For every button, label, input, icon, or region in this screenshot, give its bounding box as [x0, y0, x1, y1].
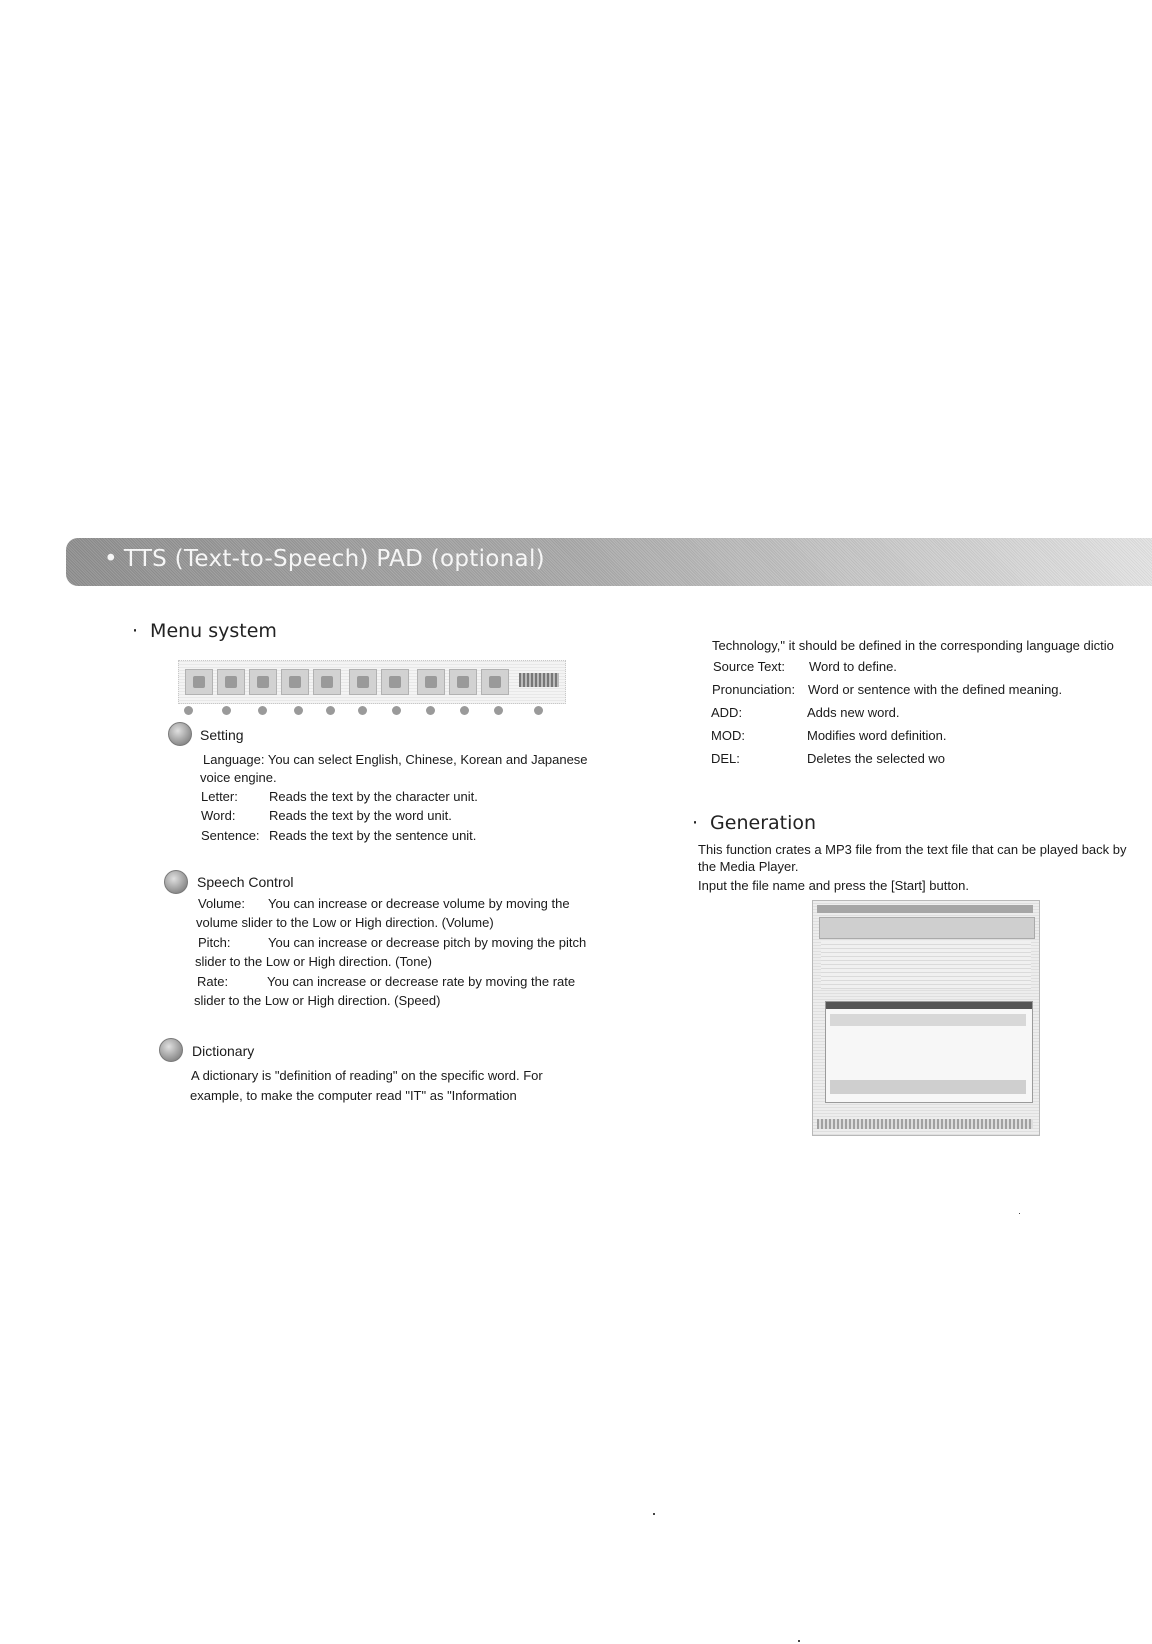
toolbar-button-icon: [481, 669, 509, 695]
volume-text: You can increase or decrease volume by moving the: [268, 896, 570, 911]
pronunciation-text: Word or sentence with the defined meaning.: [808, 682, 1063, 697]
add-text: Adds new word.: [807, 705, 900, 720]
toolbar-screenshot: [178, 660, 566, 704]
source-text: Word to define.: [809, 659, 897, 674]
scan-speck: [798, 1640, 800, 1642]
sentence-label: Sentence:: [201, 828, 260, 843]
pitch-continued: slider to the Low or High direction. (Tone): [195, 954, 433, 969]
scan-speck: [1019, 1213, 1020, 1214]
window-statusbar: [817, 1119, 1033, 1129]
generation-line-3: Input the file name and press the [Start] button.: [698, 878, 970, 893]
generation-line-2: the Media Player.: [698, 859, 799, 874]
section-banner: [66, 538, 1152, 586]
window-text-area: [821, 941, 1031, 989]
callout-dot-icon: [358, 706, 367, 715]
word-text: Reads the text by the word unit.: [269, 808, 452, 823]
dict-source-text: [713, 657, 897, 676]
generation-line-1: This function crates a MP3 file from the text file that can be played back by: [698, 842, 1127, 857]
callout-dot-icon: [460, 706, 469, 715]
setting-word: [201, 806, 452, 825]
menu-system-heading: [132, 620, 277, 642]
letter-label: Letter:: [201, 789, 238, 804]
banner-title-text: TTS (Text-to-Speech) PAD (optional): [123, 546, 545, 572]
dictionary-line-1: A dictionary is "definition of reading" on the specific word. For: [191, 1068, 543, 1083]
dialog-filename-row: [830, 1014, 1026, 1026]
volume-continued: volume slider to the Low or High direction. (Volume): [196, 915, 494, 930]
del-text: Deletes the selected wo: [807, 751, 946, 766]
callout-dot-icon: [184, 706, 193, 715]
toolbar-button-icon: [381, 669, 409, 695]
setting-language: [203, 750, 588, 769]
generation-heading: [692, 812, 816, 834]
dictionary-line-2: example, to make the computer read "IT" as "Information: [190, 1088, 517, 1103]
pitch-label: Pitch:: [198, 935, 231, 950]
dialog-buttons-row: [830, 1080, 1026, 1094]
scan-speck: [653, 1513, 655, 1515]
speech-volume: [198, 894, 570, 913]
generation-dialog: [825, 1001, 1033, 1103]
rate-label: Rate:: [197, 974, 229, 989]
generation-bullet: ·: [692, 812, 699, 834]
toolbar-button-icon: [313, 669, 341, 695]
dict-mod: [711, 726, 946, 745]
dict-del: [711, 749, 945, 768]
generation-screenshot: [812, 900, 1040, 1136]
dialog-titlebar: [826, 1002, 1032, 1009]
dictionary-continuation: Technology," it should be defined in the corresponding language dictio: [712, 638, 1114, 653]
callout-dot-icon: [258, 706, 267, 715]
rate-text: You can increase or decrease rate by moving the rate: [267, 974, 576, 989]
language-continued: voice engine.: [200, 770, 277, 785]
marker-b-icon: [164, 870, 188, 894]
pronunciation-label: Pronunciation:: [712, 682, 796, 697]
marker-c-icon: [159, 1038, 183, 1062]
mod-text: Modifies word definition.: [807, 728, 947, 743]
generation-heading-text: Generation: [710, 812, 817, 834]
banner-bullet: •: [104, 546, 118, 572]
window-titlebar: [817, 905, 1033, 913]
volume-label: Volume:: [198, 896, 245, 911]
dict-pronunciation: [712, 680, 1062, 699]
language-text: You can select English, Chinese, Korean and Japanese: [267, 752, 588, 767]
window-toolbar: [819, 917, 1035, 939]
toolbar-button-icon: [217, 669, 245, 695]
callout-dot-icon: [222, 706, 231, 715]
letter-text: Reads the text by the character unit.: [269, 789, 478, 804]
toolbar-button-icon: [249, 669, 277, 695]
mod-label: MOD:: [711, 728, 745, 743]
toolbar-slider-icon: [519, 673, 559, 687]
pitch-text: You can increase or decrease pitch by moving the pitch: [268, 935, 587, 950]
speech-control-title: Speech Control: [197, 874, 294, 890]
toolbar-button-icon: [449, 669, 477, 695]
speech-rate: [197, 972, 575, 991]
sentence-text: Reads the text by the sentence unit.: [269, 828, 477, 843]
language-label: Language:: [203, 752, 265, 767]
toolbar-button-icon: [281, 669, 309, 695]
add-label: ADD:: [711, 705, 743, 720]
dictionary-title: Dictionary: [192, 1043, 255, 1059]
banner-title: [104, 546, 545, 572]
setting-letter: [201, 787, 478, 806]
rate-continued: slider to the Low or High direction. (Speed): [194, 993, 441, 1008]
del-label: DEL:: [711, 751, 740, 766]
toolbar-button-icon: [349, 669, 377, 695]
setting-title: Setting: [200, 727, 244, 743]
callout-dot-icon: [494, 706, 503, 715]
callout-dot-icon: [426, 706, 435, 715]
toolbar-button-icon: [417, 669, 445, 695]
callout-dot-icon: [534, 706, 543, 715]
speech-pitch: [198, 933, 586, 952]
menu-system-heading-text: Menu system: [150, 620, 277, 642]
marker-a-icon: [168, 722, 192, 746]
callout-dot-icon: [392, 706, 401, 715]
menu-system-bullet: ·: [132, 620, 139, 642]
setting-sentence: [201, 826, 476, 845]
word-label: Word:: [201, 808, 236, 823]
callout-dot-icon: [326, 706, 335, 715]
callout-dot-icon: [294, 706, 303, 715]
toolbar-button-icon: [185, 669, 213, 695]
dict-add: [711, 703, 900, 722]
source-label: Source Text:: [713, 659, 786, 674]
